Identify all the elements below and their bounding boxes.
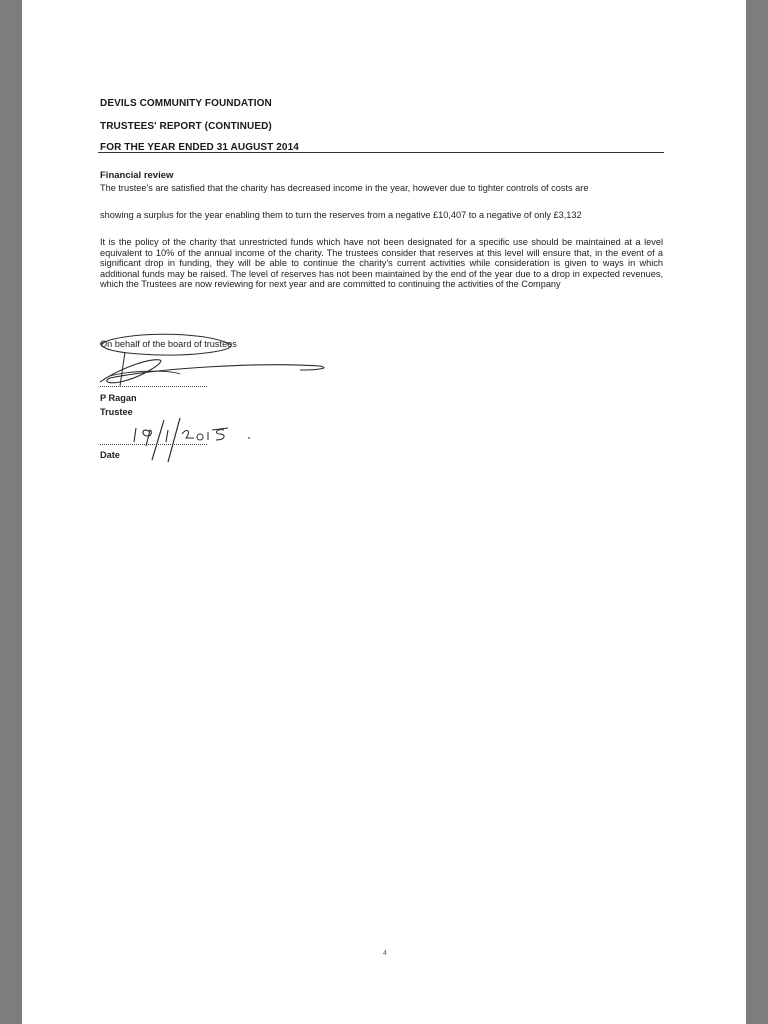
financial-review-line-2: showing a surplus for the year enabling them to turn the reserves from a negative £10,407 to a negative of only £3,132 <box>100 210 582 220</box>
handwritten-date-icon <box>112 414 262 464</box>
signature-line <box>100 386 207 387</box>
signatory-role: Trustee <box>100 407 133 417</box>
reserves-policy-paragraph: It is the policy of the charity that unrestricted funds which have not been designated for a specific use should be maintained at a level equivalent to 10% of the annual income of the charity. The trustees consider that reserves at this level will ensure that, in the event of a significant drop in funding, they will be able to continue the charity's current activities while consideration is given to ways in which additional funds may be raised. The level of reserves has not been maintained by the end of the year due to a drop in expected revenues, which the Trustees are now reviewing for next year and are committed to continuing the activities of the Company <box>100 237 663 289</box>
financial-review-line-1: The trustee's are satisfied that the charity has decreased income in the year, however due to tighter controls of costs are <box>100 183 589 193</box>
document-page <box>22 0 746 1024</box>
date-label: Date <box>100 450 120 460</box>
organization-name: DEVILS COMMUNITY FOUNDATION <box>100 98 272 109</box>
financial-review-heading: Financial review <box>100 170 174 181</box>
report-title: TRUSTEES' REPORT (CONTINUED) <box>100 121 272 132</box>
signature-scribble-icon <box>80 330 340 390</box>
date-line <box>100 444 207 445</box>
signatory-name: P Ragan <box>100 393 137 403</box>
on-behalf-text: On behalf of the board of trustees <box>100 339 237 349</box>
header-rule <box>98 152 664 153</box>
page-number: 4 <box>383 950 387 957</box>
report-period: FOR THE YEAR ENDED 31 AUGUST 2014 <box>100 142 299 153</box>
